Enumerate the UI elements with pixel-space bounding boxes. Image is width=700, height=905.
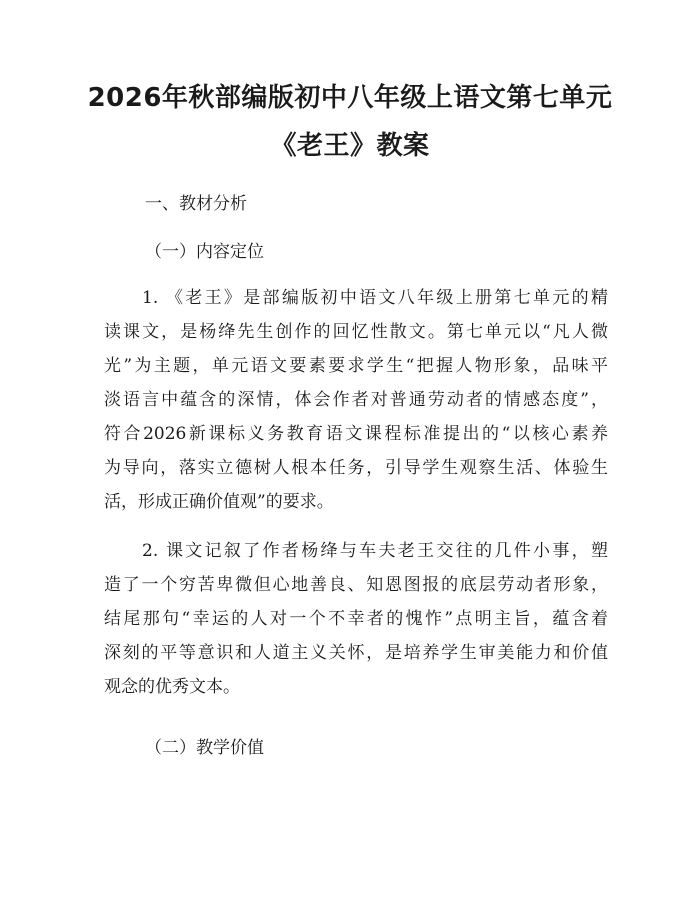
paragraph-line: 活，形成正确价值观”的要求。 — [104, 492, 334, 512]
document-title-line-1: 2026年秋部编版初中八年级上语文第七单元 — [87, 83, 613, 113]
paragraph-line: 符合2026新课标义务教育语文课程标准提出的“以核心素养 — [104, 424, 608, 444]
section-heading-content-positioning: （一）内容定位 — [145, 242, 264, 262]
paragraph-1 — [104, 281, 608, 519]
paragraph-line: 1. 《老王》是部编版初中语文八年级上册第七单元的精 — [142, 288, 608, 308]
paragraph-2 — [104, 534, 608, 704]
paragraph-line: 结尾那句“幸运的人对一个不幸者的愧怍”点明主旨，蕴含着 — [104, 609, 608, 629]
paragraph-line: 2. 课文记叙了作者杨绛与车夫老王交往的几件小事，塑 — [142, 541, 608, 561]
paragraph-line: 光”为主题，单元语文要素要求学生“把握人物形象，品味平 — [104, 356, 608, 376]
paragraph-line: 淡语言中蕴含的深情，体会作者对普通劳动者的情感态度”， — [104, 390, 608, 410]
part-heading-teaching-material-analysis: 一、教材分析 — [145, 194, 247, 214]
paragraph-line: 深刻的平等意识和人道主义关怀，是培养学生审美能力和价值 — [104, 643, 608, 663]
document-title-line-2: 《老王》教案 — [270, 131, 430, 161]
section-heading-teaching-value: （二）教学价值 — [145, 738, 264, 758]
paragraph-line: 观念的优秀文本。 — [104, 677, 240, 697]
paragraph-line: 读课文，是杨绛先生创作的回忆性散文。第七单元以“凡人微 — [104, 322, 608, 342]
paragraph-line: 造了一个穷苦卑微但心地善良、知恩图报的底层劳动者形象， — [104, 575, 608, 595]
paragraph-line: 为导向，落实立德树人根本任务，引导学生观察生活、体验生 — [104, 458, 608, 478]
